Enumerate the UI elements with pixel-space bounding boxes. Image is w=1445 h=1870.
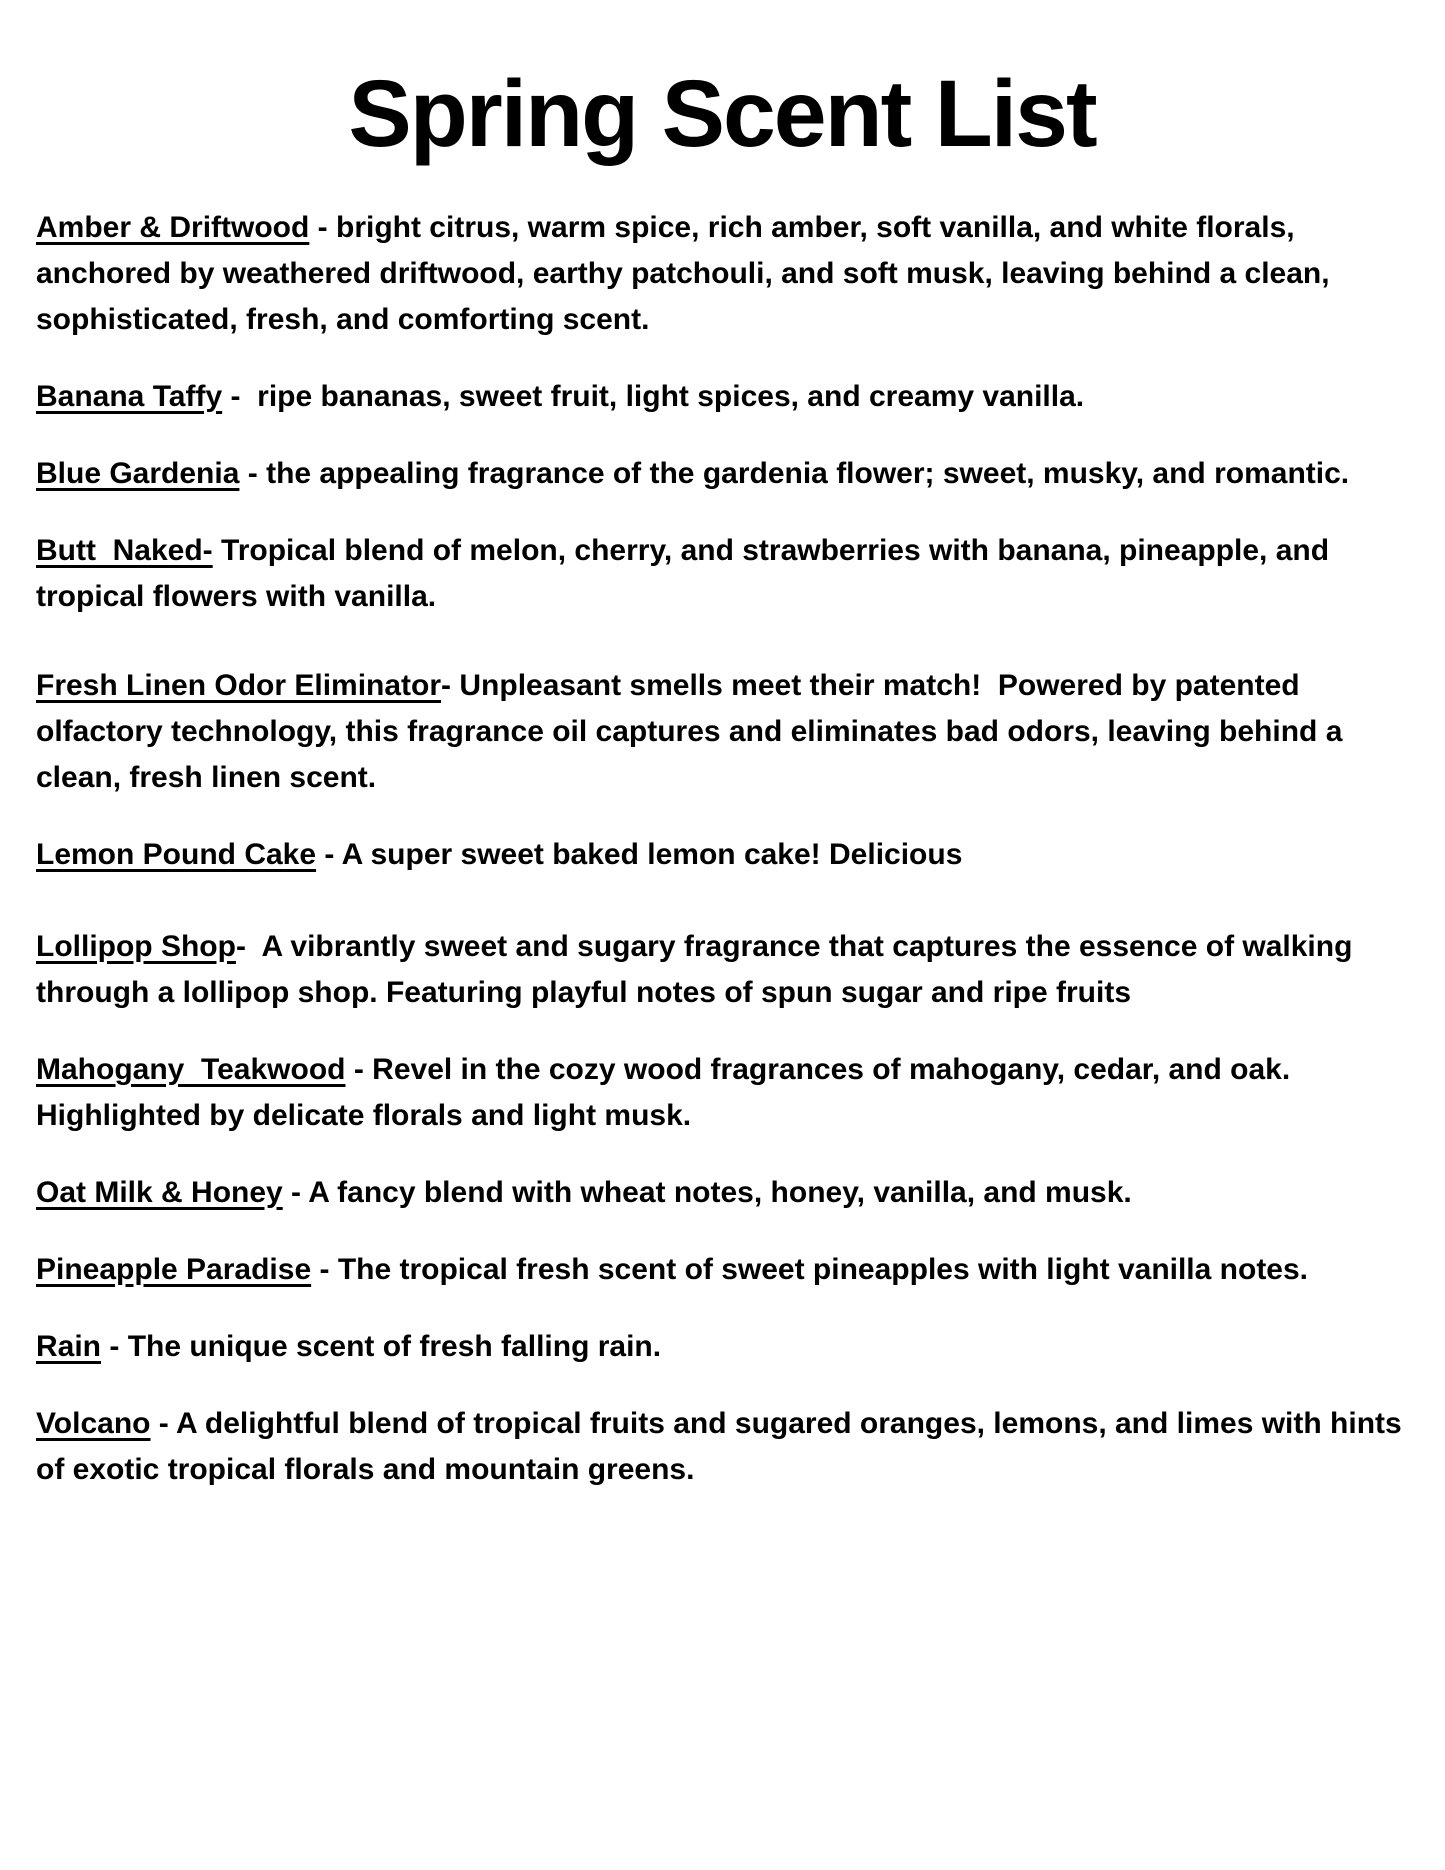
scent-item <box>36 1047 1408 1139</box>
scent-description: The tropical fresh scent of sweet pineapples with light vanilla notes. <box>337 1252 1309 1286</box>
scent-name: Volcano <box>36 1406 151 1440</box>
page-title: Spring Scent List <box>348 61 1096 167</box>
scent-item <box>36 1401 1411 1493</box>
scent-description: The unique scent of fresh falling rain. <box>127 1329 662 1363</box>
scent-name: Blue Gardenia <box>36 456 240 490</box>
scent-description: the appealing fragrance of the gardenia flower; sweet, musky, and romantic. <box>266 456 1350 490</box>
scent-item <box>36 374 1408 420</box>
scent-name: Banana Taffy <box>36 379 223 413</box>
scent-separator: - <box>150 1406 177 1440</box>
scent-item <box>36 205 1408 343</box>
scent-item <box>36 528 1408 620</box>
scent-description: bright citrus, warm spice, rich amber, soft vanilla, and white florals, anchored by weathered driftwood, earthy patchouli, and soft musk, leaving behind a clean, sophisticated, fresh, and comforting scent. <box>36 210 1338 336</box>
scent-name: Lollipop Shop <box>36 929 236 963</box>
scent-separator: - <box>239 456 267 490</box>
scent-name: Amber & Driftwood <box>36 210 310 244</box>
scent-item <box>36 1324 1408 1370</box>
scent-item <box>36 663 1408 801</box>
scent-item <box>36 1247 1408 1293</box>
scent-name: Pineapple Paradise <box>36 1252 312 1286</box>
scent-description: A delightful blend of tropical fruits and sugared oranges, lemons, and limes with hints of exotic tropical florals and mountain greens. <box>36 1406 1411 1486</box>
scent-name: Butt Naked- <box>36 533 213 567</box>
scent-separator: - <box>222 379 258 413</box>
scent-description: A vibrantly sweet and sugary fragrance that captures the essence of walking through a lollipop shop. Featuring playful notes of spun sugar and ripe fruits <box>36 929 1361 1009</box>
scent-separator: - <box>235 929 262 963</box>
scent-item <box>36 451 1408 497</box>
scent-item <box>36 924 1408 1016</box>
scent-name: Lemon Pound Cake <box>36 837 317 871</box>
scent-name: Oat Milk & Honey <box>36 1175 283 1209</box>
scent-description: Tropical blend of melon, cherry, and strawberries with banana, pineapple, and tropical flowers with vanilla. <box>36 533 1338 613</box>
scent-description: Unpleasant smells meet their match! Powered by patented olfactory technology, this fragrance oil captures and eliminates bad odors, leaving behind a clean, fresh linen scent. <box>36 668 1351 794</box>
scent-list <box>36 205 1411 1493</box>
scent-description: ripe bananas, sweet fruit, light spices, and creamy vanilla. <box>257 379 1085 413</box>
scent-separator: - <box>311 1252 338 1286</box>
scent-separator: - <box>101 1329 128 1363</box>
scent-separator: - <box>282 1175 309 1209</box>
scent-name: Mahogany Teakwood <box>36 1052 346 1086</box>
scent-separator: - <box>309 210 336 244</box>
scent-separator <box>213 534 221 567</box>
scent-name: Fresh Linen Odor Eliminator <box>36 668 442 702</box>
scent-description: A fancy blend with wheat notes, honey, vanilla, and musk. <box>308 1175 1132 1209</box>
scent-item <box>36 1170 1408 1216</box>
scent-separator: - <box>345 1052 373 1086</box>
scent-description: A super sweet baked lemon cake! Delicious <box>341 837 963 871</box>
scent-name: Rain <box>36 1329 102 1363</box>
scent-separator: - <box>316 837 342 871</box>
scent-separator: - <box>441 668 460 702</box>
scent-description: Revel in the cozy wood fragrances of mahogany, cedar, and oak. Highlighted by delicate florals and light musk. <box>36 1052 1299 1132</box>
scent-item <box>36 832 1408 878</box>
